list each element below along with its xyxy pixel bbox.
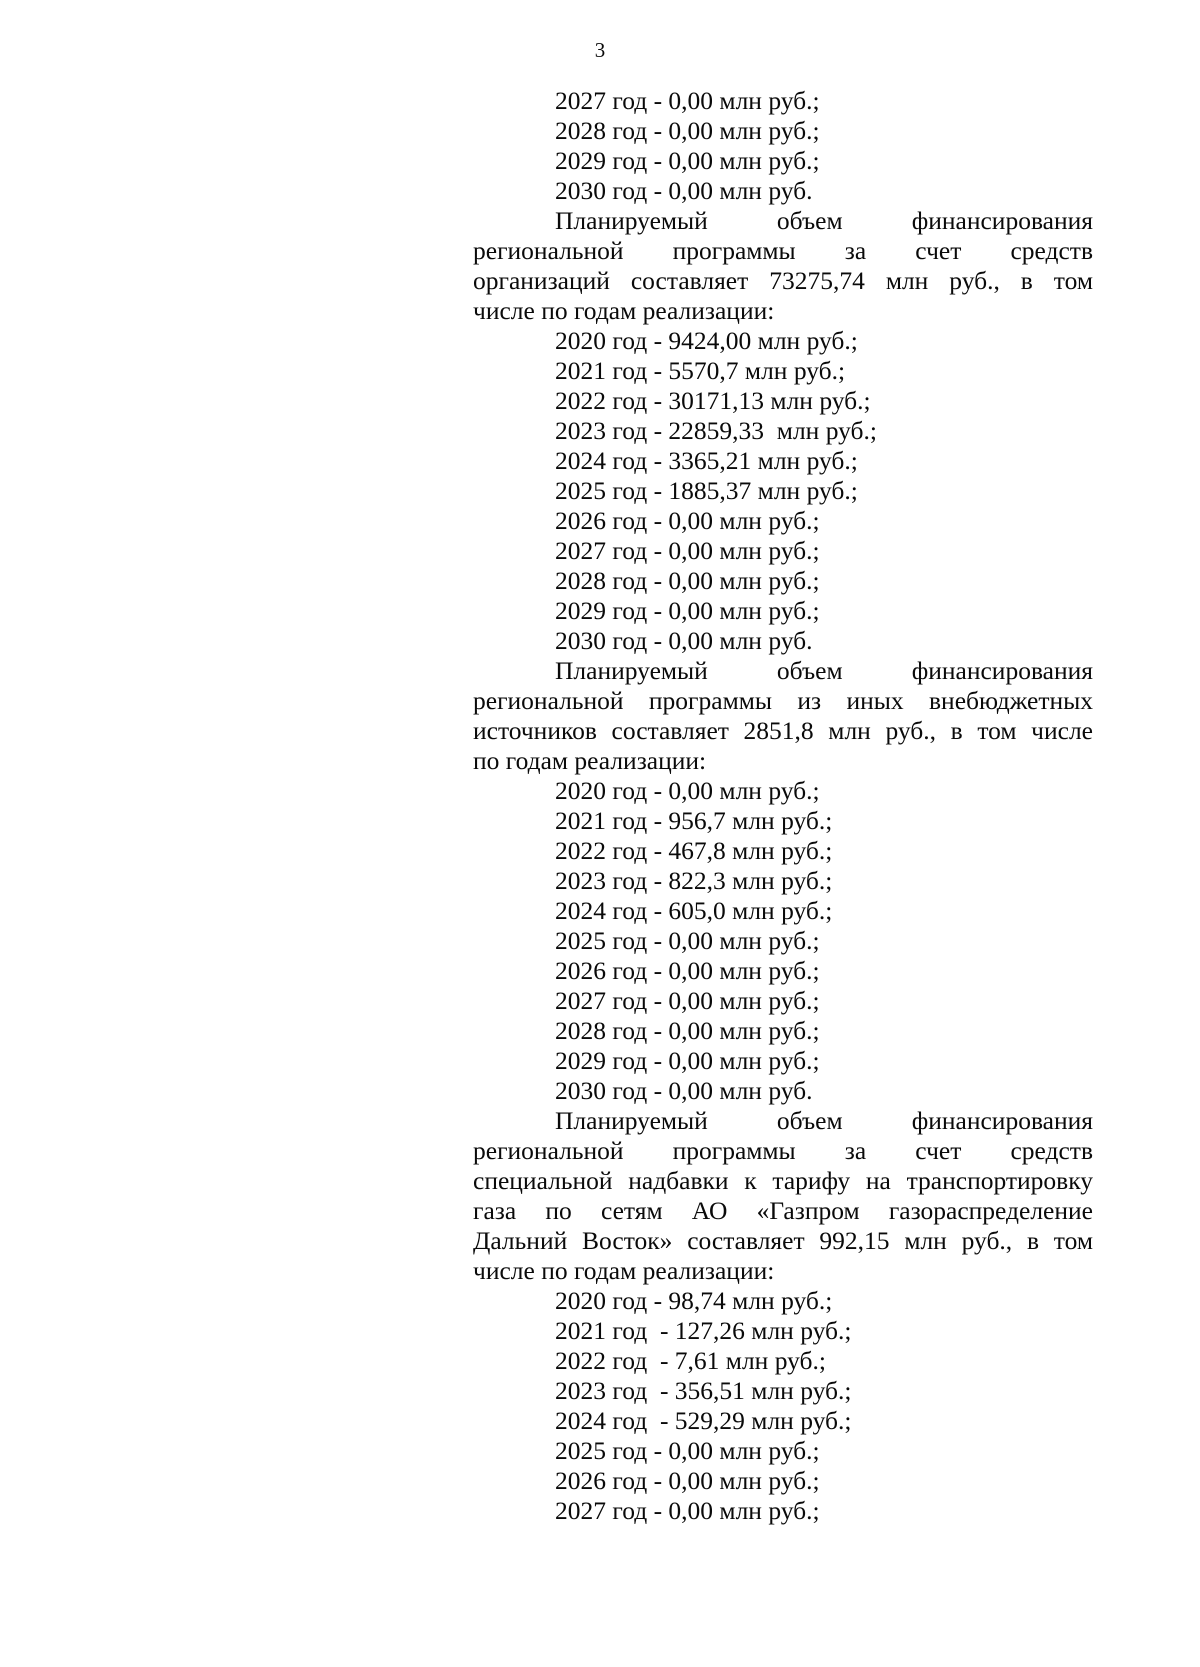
year-list-block3 — [473, 776, 1093, 1106]
paragraph-line: организаций составляет 73275,74 млн руб., в том — [473, 266, 1093, 295]
year-line: 2024 год - 605,0 млн руб.; — [555, 896, 833, 925]
year-line: 2027 год - 0,00 млн руб.; — [555, 986, 820, 1015]
year-line: 2026 год - 0,00 млн руб.; — [555, 506, 820, 535]
year-list-block2 — [473, 326, 1093, 656]
year-line: 2030 год - 0,00 млн руб. — [555, 1076, 813, 1105]
paragraph-line: источников составляет 2851,8 млн руб., в том числе — [473, 716, 1093, 745]
paragraph-line: специальной надбавки к тарифу на транспортировку — [473, 1166, 1093, 1195]
year-line: 2023 год - 22859,33 млн руб.; — [555, 416, 877, 445]
year-line: 2028 год - 0,00 млн руб.; — [555, 116, 820, 145]
document-body — [473, 86, 1093, 1526]
year-line: 2023 год - 356,51 млн руб.; — [555, 1376, 852, 1405]
year-list-block1 — [473, 86, 1093, 206]
paragraph-offbudget-funding — [473, 656, 1093, 776]
year-line: 2029 год - 0,00 млн руб.; — [555, 146, 820, 175]
year-line: 2030 год - 0,00 млн руб. — [555, 626, 813, 655]
year-line: 2025 год - 0,00 млн руб.; — [555, 1436, 820, 1465]
year-line: 2021 год - 5570,7 млн руб.; — [555, 356, 846, 385]
year-line: 2028 год - 0,00 млн руб.; — [555, 1016, 820, 1045]
year-line: 2022 год - 467,8 млн руб.; — [555, 836, 833, 865]
year-line: 2030 год - 0,00 млн руб. — [555, 176, 813, 205]
year-line: 2029 год - 0,00 млн руб.; — [555, 596, 820, 625]
page-number: 3 — [594, 38, 606, 62]
year-line: 2021 год - 127,26 млн руб.; — [555, 1316, 852, 1345]
year-line: 2021 год - 956,7 млн руб.; — [555, 806, 833, 835]
paragraph-line: числе по годам реализации: — [473, 1256, 775, 1285]
year-line: 2026 год - 0,00 млн руб.; — [555, 956, 820, 985]
paragraph-line: Планируемый объем финансирования — [555, 206, 1093, 235]
year-line: 2022 год - 7,61 млн руб.; — [555, 1346, 826, 1375]
year-line: 2026 год - 0,00 млн руб.; — [555, 1466, 820, 1495]
year-line: 2020 год - 0,00 млн руб.; — [555, 776, 820, 805]
paragraph-line: региональной программы за счет средств — [473, 1136, 1093, 1165]
paragraph-line: числе по годам реализации: — [473, 296, 775, 325]
paragraph-line: региональной программы за счет средств — [473, 236, 1093, 265]
paragraph-line: газа по сетям АО «Газпром газораспределение — [473, 1196, 1093, 1225]
paragraph-line: региональной программы из иных внебюджетных — [473, 686, 1093, 715]
paragraph-line: Дальний Восток» составляет 992,15 млн руб., в том — [473, 1226, 1093, 1255]
year-line: 2022 год - 30171,13 млн руб.; — [555, 386, 871, 415]
paragraph-line: Планируемый объем финансирования — [555, 1106, 1093, 1135]
year-line: 2027 год - 0,00 млн руб.; — [555, 536, 820, 565]
year-line: 2024 год - 529,29 млн руб.; — [555, 1406, 852, 1435]
year-line: 2020 год - 9424,00 млн руб.; — [555, 326, 858, 355]
paragraph-line: Планируемый объем финансирования — [555, 656, 1093, 685]
paragraph-line: по годам реализации: — [473, 746, 707, 775]
year-line: 2027 год - 0,00 млн руб.; — [555, 86, 820, 115]
year-line: 2027 год - 0,00 млн руб.; — [555, 1496, 820, 1525]
paragraph-tariff-surcharge-funding — [473, 1106, 1093, 1286]
year-line: 2024 год - 3365,21 млн руб.; — [555, 446, 858, 475]
paragraph-organizations-funding — [473, 206, 1093, 326]
year-line: 2028 год - 0,00 млн руб.; — [555, 566, 820, 595]
year-line: 2023 год - 822,3 млн руб.; — [555, 866, 833, 895]
year-line: 2029 год - 0,00 млн руб.; — [555, 1046, 820, 1075]
year-line: 2020 год - 98,74 млн руб.; — [555, 1286, 833, 1315]
year-line: 2025 год - 0,00 млн руб.; — [555, 926, 820, 955]
year-list-block4 — [473, 1286, 1093, 1526]
year-line: 2025 год - 1885,37 млн руб.; — [555, 476, 858, 505]
